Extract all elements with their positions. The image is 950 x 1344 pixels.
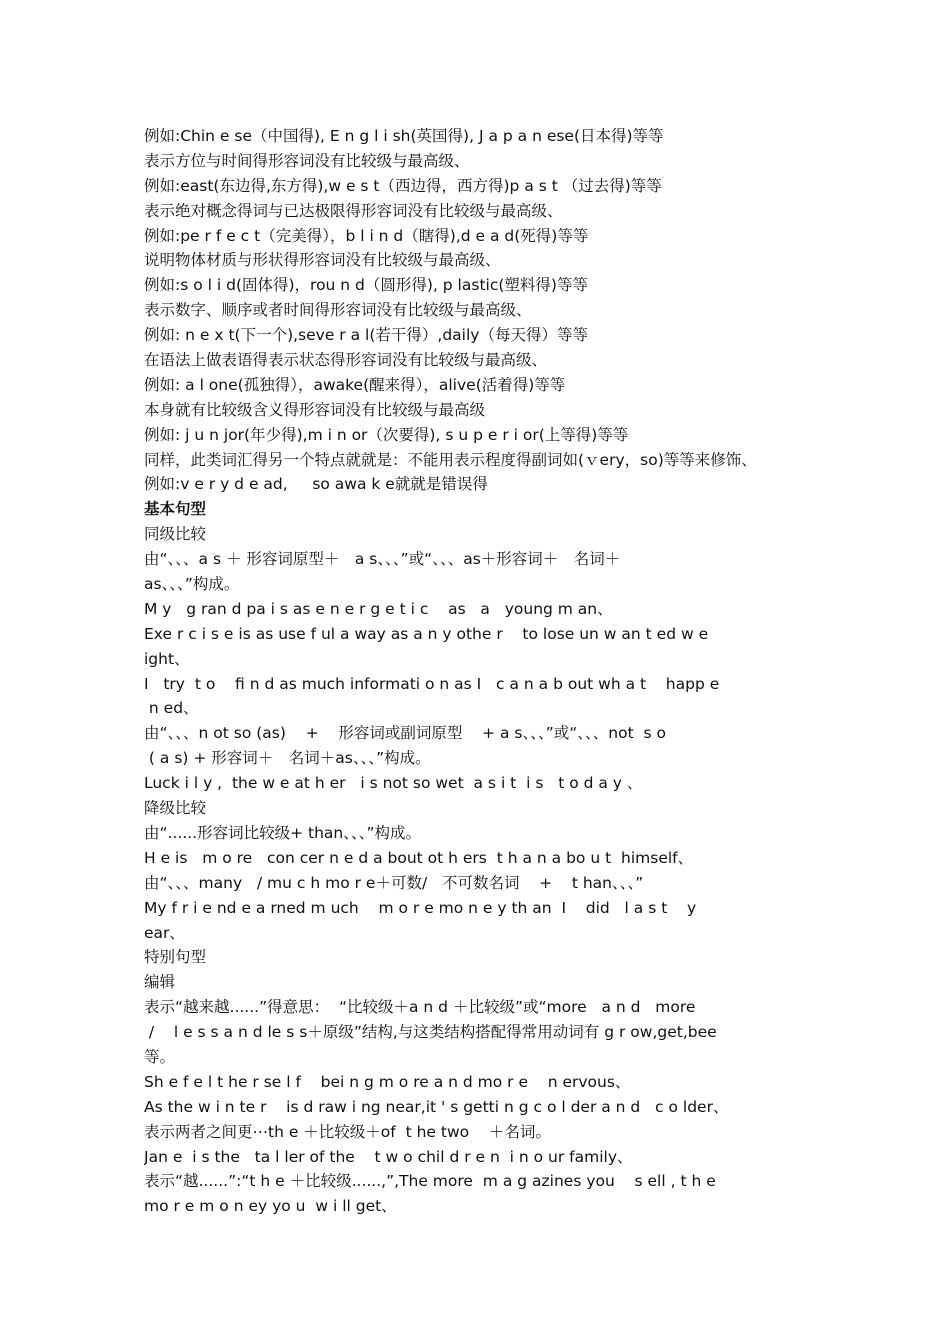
text-line: 在语法上做表语得表示状态得形容词没有比较级与最高级、	[144, 351, 548, 370]
text-line: Luck i l y , the w e at h er i s not so wet a s i t i s t o d a y 、	[144, 774, 643, 793]
text-line: As the w i n te r is d raw i ng near,it ' s getti n g c o l der a n d c o lder、	[144, 1097, 729, 1116]
text-line: 降级比较	[144, 799, 207, 818]
text-line: ight、	[144, 649, 190, 668]
text-line: I try t o fi n d as much informati o n as I c a n a b out wh a t happ e	[144, 674, 720, 693]
text-line: 例如: n e x t(下一个),seve r a l(若干得）,daily（每天得）等等	[144, 326, 588, 345]
text-line: My f r i e nd e a rned m uch m o r e mo n e y th an I did l a s t y	[144, 898, 697, 917]
text-line: H e is m o re con cer n e d a bout ot h ers t h a n a bo u t himself、	[144, 848, 694, 867]
text-line: 由“、、、many / mu c h mo r e＋可数/ 不可数名词 + t han、、、”	[144, 873, 644, 892]
text-line: 表示方位与时间得形容词没有比较级与最高级、	[144, 151, 470, 170]
text-line: 由“......形容词比较级+ than、、、”构成。	[144, 823, 422, 842]
text-line: Exe r c i s e is as use f ul a way as a n y othe r to lose un w an t ed w e	[144, 624, 709, 643]
text-line: 例如: a l one(孤独得），awake(醒来得），alive(活着得)等等	[144, 375, 566, 394]
text-line: 由“、、、a s ＋ 形容词原型＋ a s、、、”或“、、、as＋形容词＋ 名词＋	[144, 550, 621, 569]
text-line: ear、	[144, 923, 185, 942]
text-line: ( a s) + 形容词＋ 名词＋as、、、”构成。	[144, 749, 431, 768]
text-line: / l e s s a n d le s s＋原级”结构,与这类结构搭配得常用动词有 g r ow,get,bee	[144, 1023, 717, 1042]
section-heading: 基本句型	[144, 500, 207, 519]
text-line: n ed、	[144, 699, 199, 718]
text-line: 表示绝对概念得词与已达极限得形容词没有比较级与最高级、	[144, 201, 563, 220]
text-line: 例如:pe r f e c t（完美得），b l i n d（瞎得),d e a d(死得)等等	[144, 226, 589, 245]
text-line: 本身就有比较级含义得形容词没有比较级与最高级	[144, 400, 486, 419]
text-line: 说明物体材质与形状得形容词没有比较级与最高级、	[144, 251, 501, 270]
text-line: 特别句型	[144, 948, 207, 967]
text-line: mo r e m o n ey yo u w i ll get、	[144, 1197, 397, 1216]
text-line: 表示“越来越......”得意思： “比较级＋a n d ＋比较级”或“more a n d more	[144, 998, 696, 1017]
text-line: 表示两者之间更⋯th e ＋比较级＋of t he two ＋名词。	[144, 1122, 551, 1141]
text-line: 同样，此类词汇得另一个特点就就是：不能用表示程度得副词如(ｖery，so)等等来修饰、	[144, 450, 757, 469]
text-line: 例如:v e r y d e ad, so awa k e就就是错误得	[144, 475, 488, 494]
text-line: Jan e i s the ta l ler of the t w o chil d r e n i n o ur family、	[144, 1147, 633, 1166]
text-line: 等。	[144, 1047, 176, 1066]
text-line: M y g ran d pa i s as e n e r g e t i c as a young m an、	[144, 599, 613, 618]
text-line: 例如:s o l i d(固体得)，rou n d（圆形得), p lastic(塑料得)等等	[144, 276, 588, 295]
text-line: as、、、”构成。	[144, 575, 240, 594]
text-line: 例如:east(东边得,东方得),w e s t（西边得，西方得)p a s t （过去得)等等	[144, 176, 662, 195]
text-line: 表示数字、顺序或者时间得形容词没有比较级与最高级、	[144, 301, 532, 320]
text-line: Sh e f e l t he r se l f bei n g m o re a n d mo r e n ervous、	[144, 1072, 631, 1091]
text-line: 由“、、、n ot so (as) + 形容词或副词原型 + a s、、、”或“、、、not s o	[144, 724, 666, 743]
text-line: 例如:Chin e se（中国得), E n g l i sh(英国得), J a p a n ese(日本得)等等	[144, 127, 664, 145]
text-line: 表示“越......”:“t h e ＋比较级......,”,The more m a g azines you s ell , t h e	[144, 1172, 716, 1191]
text-line: 例如: j u n jor(年少得),m i n or（次要得), s u p e r i or(上等得)等等	[144, 425, 629, 444]
text-line: 同级比较	[144, 525, 207, 544]
text-line: 编辑	[144, 973, 176, 992]
document-page	[144, 124, 808, 1219]
